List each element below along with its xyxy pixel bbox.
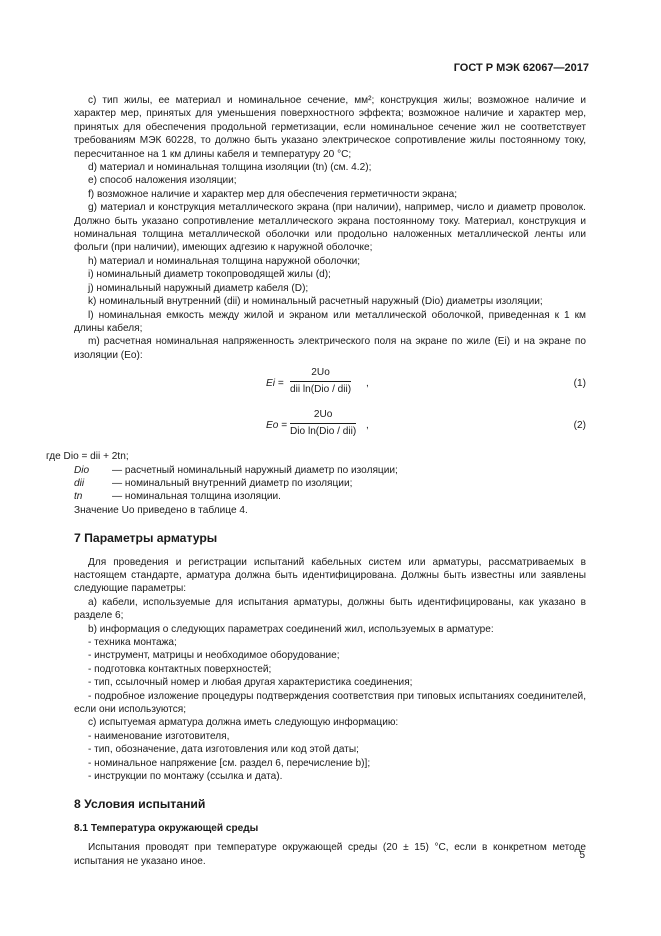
- symbol: Dio: [74, 464, 90, 476]
- equation-2-denominator: Dio ln(Dio / dii): [290, 425, 357, 437]
- equation-1-fraction: [290, 366, 351, 396]
- symbol-description: — расчетный номинальный наружный диаметр по изоляции;: [112, 464, 398, 476]
- equation-2-numerator: 2Uo: [290, 408, 356, 423]
- equation-1-number: (1): [573, 378, 586, 390]
- section-7-b-subitem: - техника монтажа;: [88, 637, 177, 648]
- list-item-m: m) расчетная номинальная напряженность электрического поля на экране по жиле (Ei) и на экране по изоляции (Eo):: [74, 336, 586, 361]
- section-7-b-subitem: - тип, ссылочный номер и любая другая характеристика соединения;: [88, 677, 413, 689]
- symbol: tn: [74, 491, 83, 503]
- list-item-g: g) материал и конструкция металлического экрана (при наличии), например, число и диаметр проволок. Должно быть указано сопротивление металлического экрана постоянному току. Материал, конструкция и номинальная толщина металлической оболочки или продольно наложенных металлической ленты или фольги (при наличии), имеющих адгезию к наружной оболочке;: [74, 202, 586, 254]
- symbol-legend: [46, 450, 586, 517]
- symbol-legend-row: [74, 477, 586, 490]
- list-item-d: d) материал и номинальная толщина изоляции (tn) (см. 4.2);: [88, 162, 372, 174]
- document-header: ГОСТ Р МЭК 62067—2017: [453, 62, 589, 74]
- page-number: 5: [579, 850, 585, 861]
- list-item-l: l) номинальная емкость между жилой и экраном или металлической оболочкой, приведенная к 1 км длины кабеля;: [74, 309, 586, 334]
- section-7-c-subitem: - номинальное напряжение [см. раздел 6, перечисление b)];: [88, 757, 371, 769]
- section-7-b-subitem: - инструмент, матрицы и необходимое оборудование;: [88, 650, 340, 662]
- section-7-c-subitem: - наименование изготовителя,: [88, 730, 230, 742]
- equation-1-denominator: dii ln(Dio / dii): [290, 383, 352, 395]
- section-7-c-subitem: - тип, обозначение, дата изготовления или код этой даты;: [88, 744, 359, 756]
- section-8-title: 8 Условия испытаний: [74, 797, 206, 812]
- list-item-h: h) материал и номинальная толщина наружной оболочки;: [88, 255, 361, 267]
- symbol-legend-intro: где Dio = dii + 2tn;: [46, 451, 129, 463]
- section-8-paragraph: Испытания проводят при температуре окружающей среды (20 ± 15) °С, если в конкретном методе испытания не указано иное.: [74, 842, 586, 867]
- list-item-j: j) номинальный наружный диаметр кабеля (D);: [88, 282, 309, 294]
- symbol-legend-note: Значение Uo приведено в таблице 4.: [74, 504, 248, 516]
- equation-1: Ei = 2Uo dii ln(Dio / dii) , (1): [266, 367, 586, 395]
- symbol-legend-row: [74, 464, 586, 477]
- section-7-item-c: с) испытуемая арматура должна иметь следующую информацию:: [88, 717, 399, 729]
- section-7-item-a: а) кабели, используемые для испытания арматуры, должны быть идентифицированы, как указано в разделе 6;: [74, 596, 586, 622]
- section-7-item-b: b) информация о следующих параметрах соединений жил, используемых в арматуре:: [88, 623, 494, 635]
- equation-1-numerator: 2Uo: [290, 366, 351, 381]
- section-7-b-subitem: - подробное изложение процедуры подтверждения соответствия при типовых испытаниях соединителей, если они используются;: [74, 690, 586, 716]
- equation-2-fraction: [290, 408, 356, 438]
- equation-2-number: (2): [573, 420, 586, 432]
- symbol-description: — номинальный внутренний диаметр по изоляции;: [112, 477, 353, 489]
- list-item-e: е) способ наложения изоляции;: [88, 175, 237, 187]
- equation-1-lhs: Ei =: [266, 378, 284, 390]
- list-item-c: с) тип жилы, ее материал и номинальное сечение, мм²; конструкция жилы; возможное наличие и характер мер, принятых для уменьшения поверхностного эффекта; возможное наличие и характер мер, принятых для обеспечения продольной герметизации, если номинальное сечение жил не соответствует требованиям МЭК 60228, то должно быть указано электрическое сопротивление жилы постоянному току, пересчитанное на 1 км длины кабеля и температуру 20 °С;: [74, 95, 586, 160]
- symbol: dii: [74, 477, 85, 489]
- list-item-k: k) номинальный внутренний (dii) и номинальный расчетный наружный (Dio) диаметры изоляции;: [88, 296, 543, 308]
- section-7-b-subitem: - подготовка контактных поверхностей;: [88, 663, 272, 675]
- section-7-title: 7 Параметры арматуры: [74, 531, 218, 546]
- list-item-f: f) возможное наличие и характер мер для обеспечения герметичности экрана;: [88, 188, 458, 200]
- symbol-legend-row: [74, 490, 586, 503]
- section-7-paragraph: Для проведения и регистрации испытаний кабельных систем или арматуры, рассматриваемых в настоящем стандарте, арматура должна быть идентифицирована. Должны быть известны или заявлены следующие параметры:: [74, 556, 586, 595]
- section-7-c-subitem: - инструкции по монтажу (ссылка и дата).: [88, 771, 283, 783]
- list-item-i: i) номинальный диаметр токопроводящей жилы (d);: [88, 269, 331, 281]
- symbol-description: — номинальная толщина изоляции.: [112, 491, 281, 503]
- subsection-8-1-title: 8.1 Температура окружающей среды: [74, 822, 259, 834]
- equation-2: Eo = 2Uo Dio ln(Dio / dii) , (2): [266, 409, 586, 437]
- equation-2-lhs: Eo =: [266, 420, 288, 432]
- page-content: [46, 94, 586, 868]
